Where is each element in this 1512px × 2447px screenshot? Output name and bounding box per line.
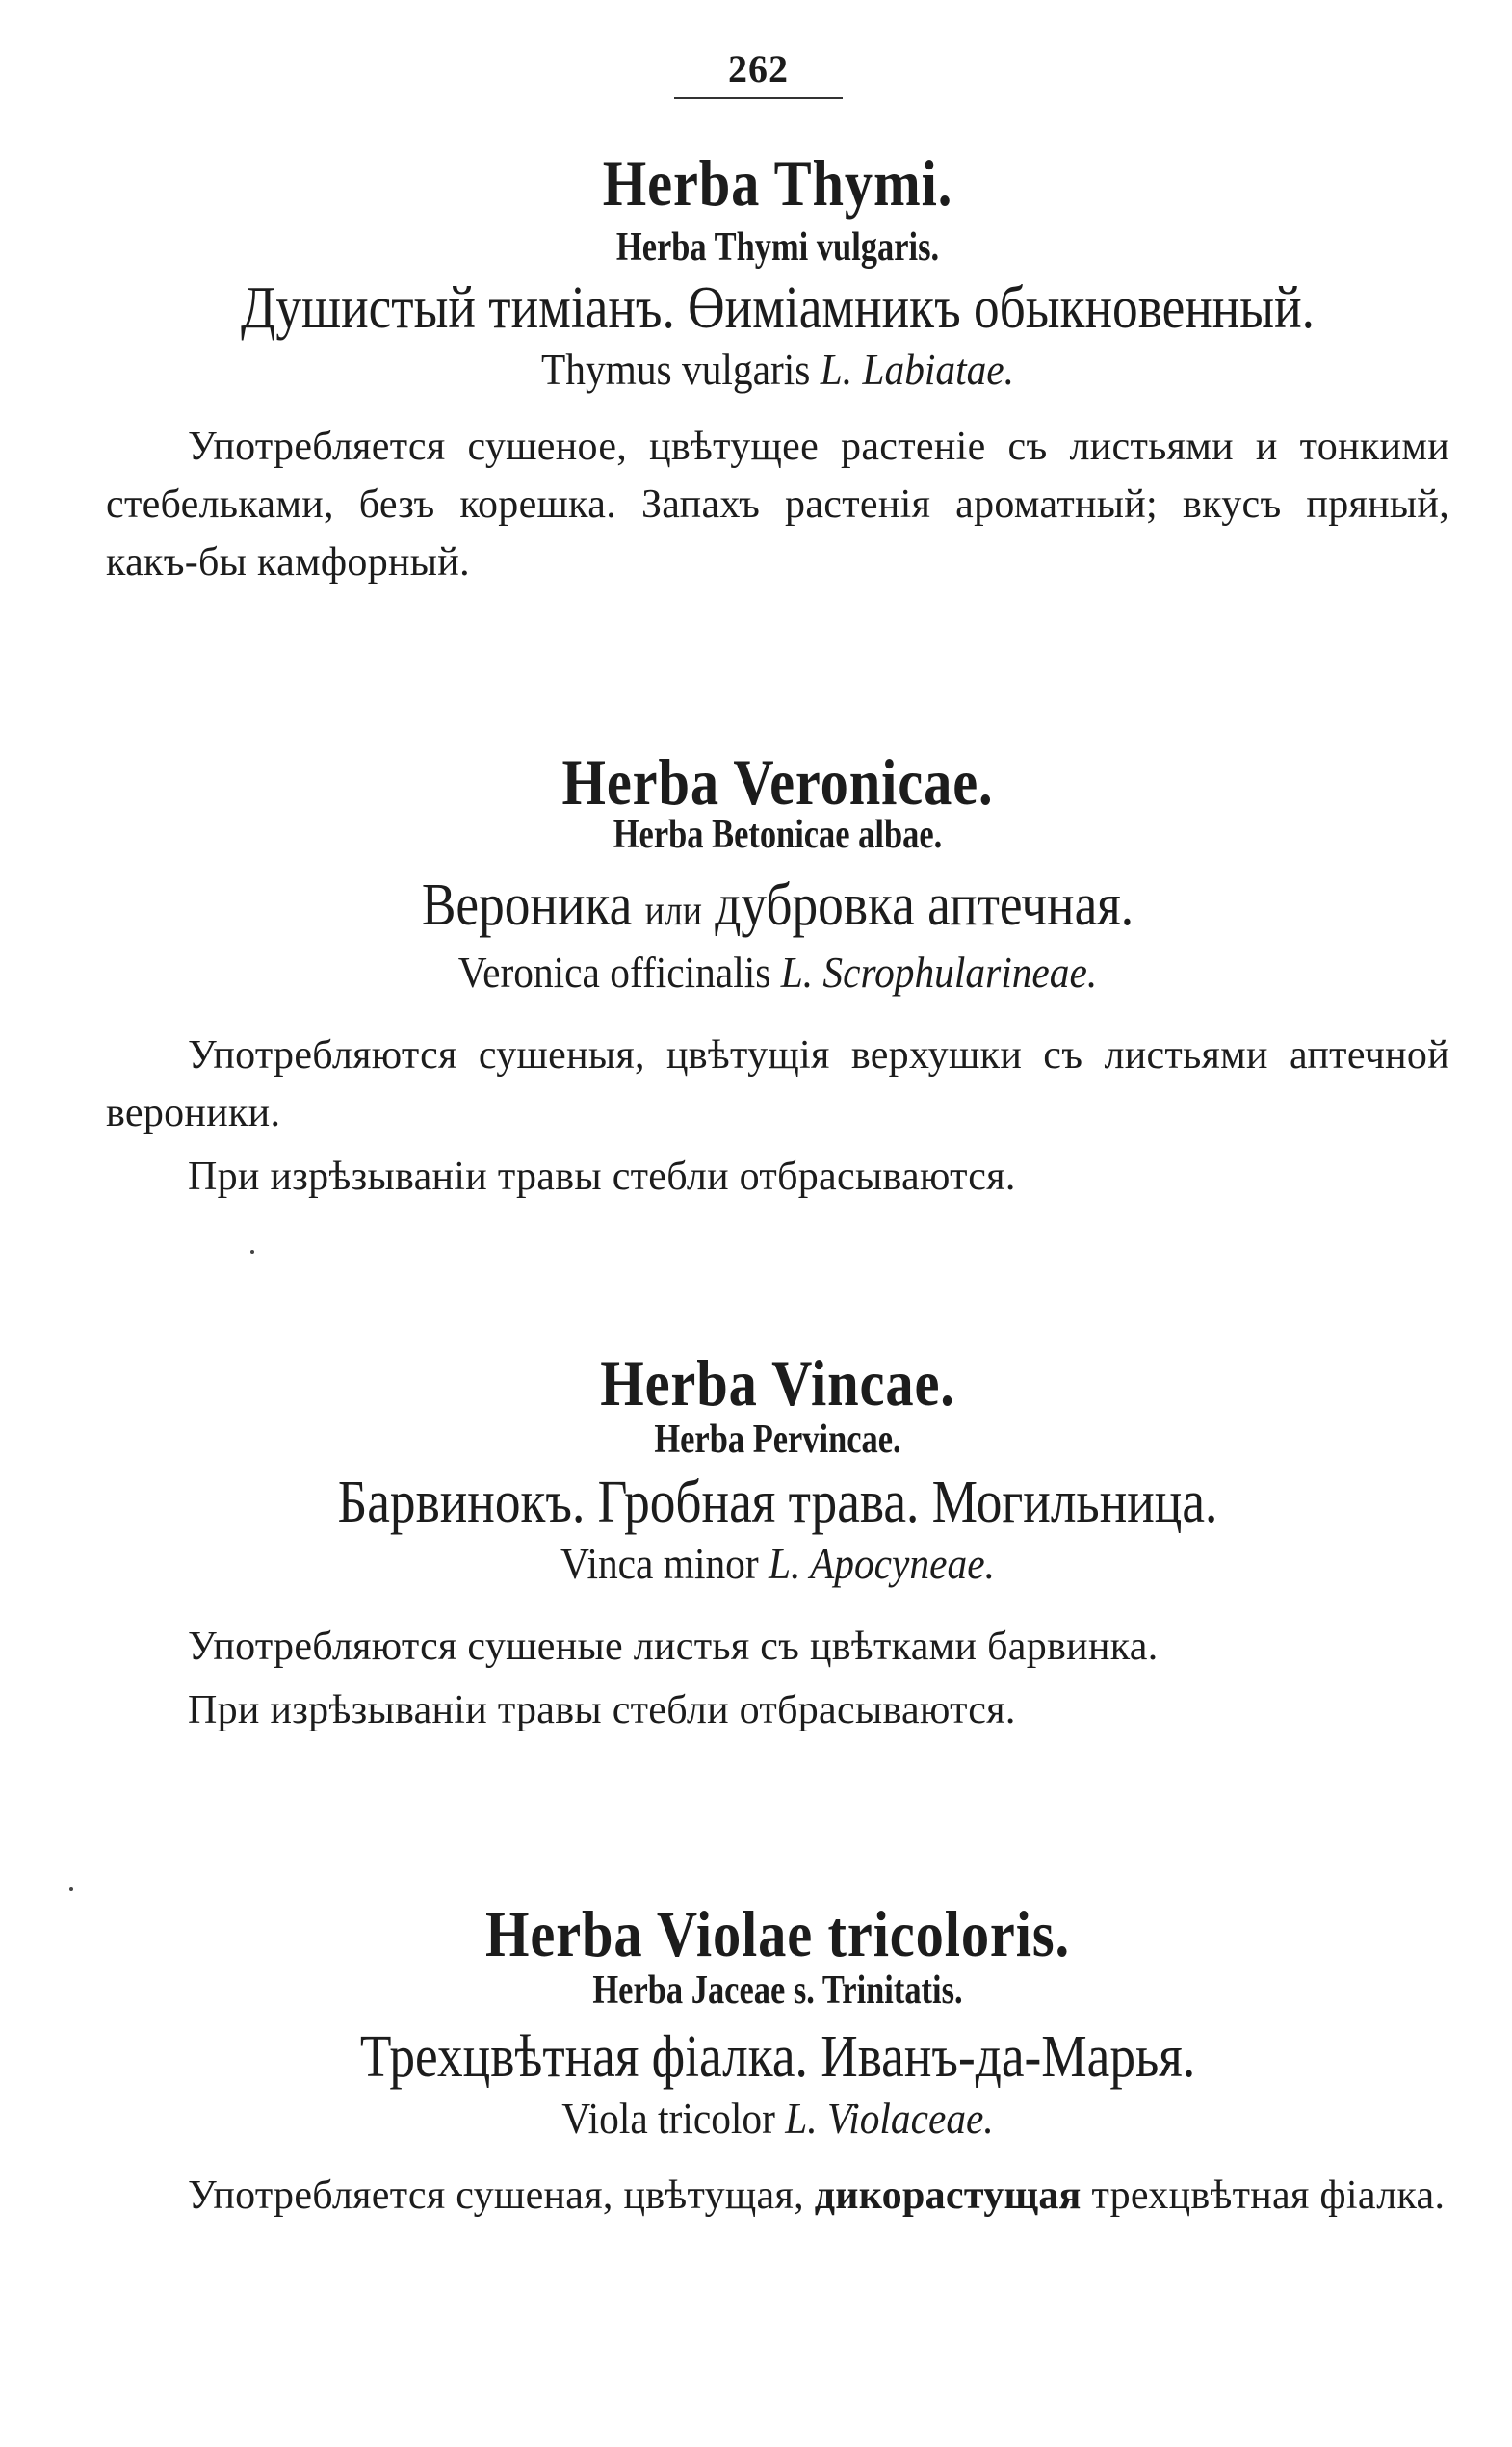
russian-name-part1: Вероника xyxy=(421,872,633,938)
entry-heading: Herba Veronicae. xyxy=(561,745,994,819)
description-paragraph xyxy=(106,2167,1449,2225)
entry-synonym: Herba Jaceae s. Trinitatis. xyxy=(592,1968,963,2013)
paragraph-text-end: трехцвѣтная фіалка. xyxy=(1091,2174,1446,2218)
paragraph-text-start: Употребляется сушеная, цвѣтущая, xyxy=(188,2174,804,2218)
russian-name: Трехцвѣтная фіалка. Иванъ-да-Марья. xyxy=(359,2024,1196,2090)
description-paragraph: Употребляется сушеное, цвѣтущее растеніе съ листьями и тонкими стебельками, безъ корешка. Запахъ растенія ароматный; вкусъ пряный, какъ-бы камфорный. xyxy=(106,425,1449,585)
russian-name-part2: дубровка аптечная. xyxy=(715,872,1134,938)
page-number-rule xyxy=(674,97,843,99)
entry-herba-violae-tricoloris xyxy=(106,1895,1449,2225)
description-paragraph: При изрѣзываніи травы стебли отбрасываются. xyxy=(188,1688,1016,1732)
print-speck xyxy=(69,1887,73,1891)
entry-synonym: Herba Pervincae. xyxy=(654,1418,901,1462)
entry-synonym: Herba Betonicae albae. xyxy=(613,813,943,857)
russian-name xyxy=(200,871,1356,946)
latin-name xyxy=(173,343,1383,397)
latin-name xyxy=(173,1537,1383,1591)
entry-herba-veronicae xyxy=(106,743,1449,1206)
entry-herba-thymi xyxy=(106,144,1449,591)
latin-species: Veronica officinalis xyxy=(457,948,771,997)
latin-species: Vinca minor xyxy=(560,1539,759,1588)
entry-herba-vincae xyxy=(106,1344,1449,1739)
description-paragraph: При изрѣзываніи травы стебли отбрасываются. xyxy=(188,1155,1016,1199)
print-speck xyxy=(250,1250,254,1254)
latin-authority: L. Apocyneae. xyxy=(769,1539,995,1588)
entry-heading: Herba Vincae. xyxy=(600,1346,955,1419)
latin-species: Thymus vulgaris xyxy=(540,345,811,394)
description-paragraph: Употребляются сушеные листья съ цвѣтками барвинка. xyxy=(188,1625,1159,1669)
latin-authority: L. Scrophularineae. xyxy=(780,948,1098,997)
description-paragraph: Употребляются сушеныя, цвѣтущія верхушки съ листьями аптечной вероники. xyxy=(106,1033,1449,1135)
russian-name: Барвинокъ. Гробная трава. Могильница. xyxy=(337,1470,1218,1535)
latin-authority: L. Labiatae. xyxy=(820,345,1015,394)
latin-authority: L. Violaceae. xyxy=(785,2094,994,2143)
latin-species: Viola tricolor xyxy=(561,2094,775,2143)
entry-heading: Herba Violae tricoloris. xyxy=(485,1897,1070,1970)
entry-synonym: Herba Thymi vulgaris. xyxy=(615,225,940,270)
russian-name: Душистый тиміанъ. Өиміамникъ обыкновенный. xyxy=(241,275,1315,341)
latin-name xyxy=(173,2092,1383,2146)
paragraph-bold-word: дикорастущая xyxy=(814,2174,1082,2218)
russian-name-conj: или xyxy=(644,887,702,934)
entry-heading: Herba Thymi. xyxy=(602,146,953,220)
latin-name xyxy=(173,946,1383,1000)
page-number: 262 xyxy=(728,47,789,91)
